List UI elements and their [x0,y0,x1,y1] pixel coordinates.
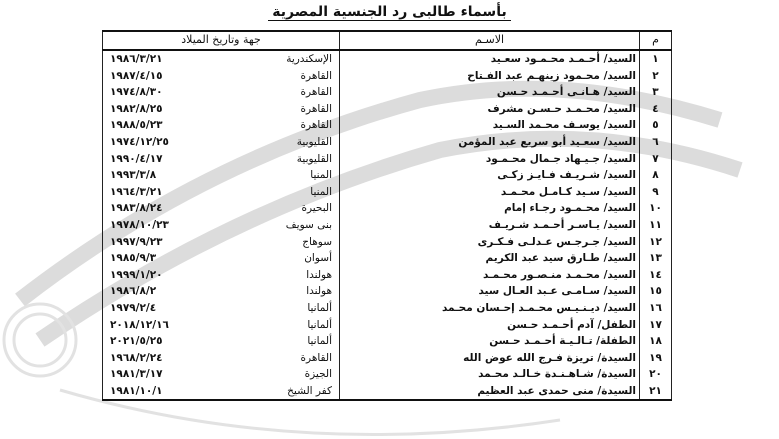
birth-date: ١٩٧٤/٨/٣٠ [110,86,163,99]
row-number: ١٣ [640,250,672,267]
birth-place: بنى سويف [285,218,332,231]
birth-place: كفر الشيخ [287,384,332,397]
birth-place-date-cell [103,184,340,201]
table-row [103,50,672,68]
birth-place: ألمانيا [307,335,332,348]
applicant-name: السيد/ يوسـف محـمد السـيد [340,117,640,134]
row-number: ٤ [640,101,672,118]
row-number: ٢٠ [640,366,672,383]
birth-place: سوهاج [302,235,332,248]
birth-place-date-cell [103,134,340,151]
birth-place-date-cell [103,350,340,367]
birth-place-date-cell [103,117,340,134]
birth-place-date-cell [103,300,340,317]
birth-date: ١٩٨٣/٨/٢٤ [110,202,163,215]
table-row [103,250,672,267]
applicant-name: السيد/ سـامـى عـبد العـال سيد [340,283,640,300]
birth-place-date-cell [103,151,340,168]
applicant-name: السيد/ أحـمـد محـمـود سعـيد [340,50,640,68]
birth-place-date-cell [103,317,340,334]
applicant-name: السيد/ ديـنـيـس محـمـد إحـسان محـمد [340,300,640,317]
birth-date: ١٩٨٧/٤/١٥ [110,69,163,82]
table-row [103,117,672,134]
birth-place: البحيرة [301,202,332,215]
table-row [103,234,672,251]
applicant-name: السيد/ جـيـهاد جـمال محـمـود [340,151,640,168]
birth-place: هولندا [306,285,332,298]
row-number: ٢ [640,68,672,85]
birth-place-date-cell [103,366,340,383]
column-header-num: م [640,31,672,50]
column-header-place-date: جهة وتاريخ الميلاد [103,31,340,50]
row-number: ١٠ [640,200,672,217]
row-number: ٧ [640,151,672,168]
birth-date: ١٩٨١/١٠/١ [110,384,163,397]
table-row [103,101,672,118]
applicant-name: السيد/ شـريـف فـايـز زكـى [340,167,640,184]
row-number: ١٥ [640,283,672,300]
applicant-name: الطفلة/ تـالـيـة أحـمـد حـسن [340,333,640,350]
birth-place-date-cell [103,217,340,234]
row-number: ٦ [640,134,672,151]
birth-place-date-cell [103,250,340,267]
row-number: ١٤ [640,267,672,284]
row-number: ٨ [640,167,672,184]
birth-place: القليوبية [296,152,332,165]
birth-place-date-cell [103,167,340,184]
birth-date: ١٩٨٦/٣/٢١ [110,53,163,65]
birth-place: القاهرة [300,69,332,82]
applicant-name: السيد/ سعـيد أبو سريع عبد المؤمن [340,134,640,151]
birth-date: ١٩٧٤/١٢/٢٥ [110,135,169,148]
birth-place: الإسكندرية [286,53,332,65]
applicants-table [102,30,672,401]
birth-place: هولندا [306,268,332,281]
row-number: ١٩ [640,350,672,367]
row-number: ٢١ [640,383,672,401]
birth-place-date-cell [103,200,340,217]
table-row [103,317,672,334]
birth-place: المنيا [310,169,332,182]
applicant-name: السيدة/ تريزة فـرج الله عوض الله [340,350,640,367]
birth-date: ١٩٩٣/٣/٨ [110,169,157,182]
table-row [103,283,672,300]
birth-place: القاهرة [300,351,332,364]
birth-date: ١٩٧٨/١٠/٢٣ [110,218,169,231]
birth-place: القليوبية [296,135,332,148]
applicant-name: الطفل/ آدم أحـمـد حـسن [340,317,640,334]
table-row [103,217,672,234]
applicant-name: السيد/ محـمـد منـصـور محـمـد [340,267,640,284]
row-number: ١٨ [640,333,672,350]
row-number: ١٢ [640,234,672,251]
birth-date: ١٩٨٦/٨/٢ [110,285,157,298]
birth-date: ١٩٨٢/٨/٢٥ [110,102,163,115]
birth-date: ١٩٧٩/٢/٤ [110,301,157,314]
birth-place-date-cell [103,68,340,85]
birth-place-date-cell [103,267,340,284]
table-row [103,350,672,367]
table-row [103,134,672,151]
applicant-name: السيد/ محـمـد حـسـن مشرف [340,101,640,118]
birth-place: المنيا [310,185,332,198]
row-number: ٥ [640,117,672,134]
birth-place-date-cell [103,283,340,300]
row-number: ١٧ [640,317,672,334]
birth-date: ١٩٦٨/٢/٢٤ [110,351,163,364]
row-number: ١ [640,50,672,68]
applicant-name: السيدة/ منى حمدى عبد العظيم [340,383,640,401]
document-title: بأسماء طالبى رد الجنسية المصرية [0,4,779,20]
table-row [103,333,672,350]
birth-place: القاهرة [300,119,332,132]
table-row [103,184,672,201]
applicant-name: السيد/ محـمود زينهـم عبد الفـتاح [340,68,640,85]
birth-place-date-cell [103,383,340,401]
birth-place-date-cell [103,101,340,118]
table-row [103,167,672,184]
table-row [103,383,672,401]
birth-place-date-cell [103,333,340,350]
applicant-name: السيد/ يـاسـر أحـمـد شـريـف [340,217,640,234]
birth-date: ١٩٩٧/٩/٢٣ [110,235,163,248]
birth-place: ألمانيا [307,318,332,331]
row-number: ٩ [640,184,672,201]
birth-place-date-cell [103,84,340,101]
birth-date: ١٩٨٥/٩/٣ [110,252,157,265]
row-number: ٣ [640,84,672,101]
birth-date: ٢٠١٨/١٢/١٦ [110,318,169,331]
birth-date: ١٩٩٠/٤/١٧ [110,152,163,165]
applicant-name: السيد/ جـرجـس عـدلـى فـكـرى [340,234,640,251]
table-row [103,200,672,217]
applicant-name: السيد/ طـارق سيد عبد الكريم [340,250,640,267]
birth-place: الجيزة [304,368,332,381]
row-number: ١١ [640,217,672,234]
birth-date: ٢٠٢١/٥/٢٥ [110,335,163,348]
birth-place-date-cell [103,234,340,251]
table-row [103,68,672,85]
table-header-row [103,31,672,50]
birth-place: أسوان [304,252,332,265]
birth-date: ١٩٦٤/٣/٢١ [110,185,163,198]
column-header-name: الاسـم [340,31,640,50]
birth-date: ١٩٨١/٣/١٧ [110,368,163,381]
applicant-name: السيد/ سـيد كـامـل محـمـد [340,184,640,201]
table-row [103,300,672,317]
birth-place: القاهرة [300,86,332,99]
birth-date: ١٩٩٩/١/٢٠ [110,268,163,281]
applicant-name: السيدة/ شـاهـنـدة خـالـد محـمد [340,366,640,383]
birth-place-date-cell [103,50,340,68]
applicant-name: السيد/ محـمـود رجـاء إمام [340,200,640,217]
table-row [103,267,672,284]
birth-place: ألمانيا [307,301,332,314]
birth-place: القاهرة [300,102,332,115]
row-number: ١٦ [640,300,672,317]
applicant-name: السيد/ هـانـى أحـمـد حـسن [340,84,640,101]
table-row [103,366,672,383]
table-row [103,84,672,101]
birth-date: ١٩٨٨/٥/٢٣ [110,119,163,132]
table-row [103,151,672,168]
